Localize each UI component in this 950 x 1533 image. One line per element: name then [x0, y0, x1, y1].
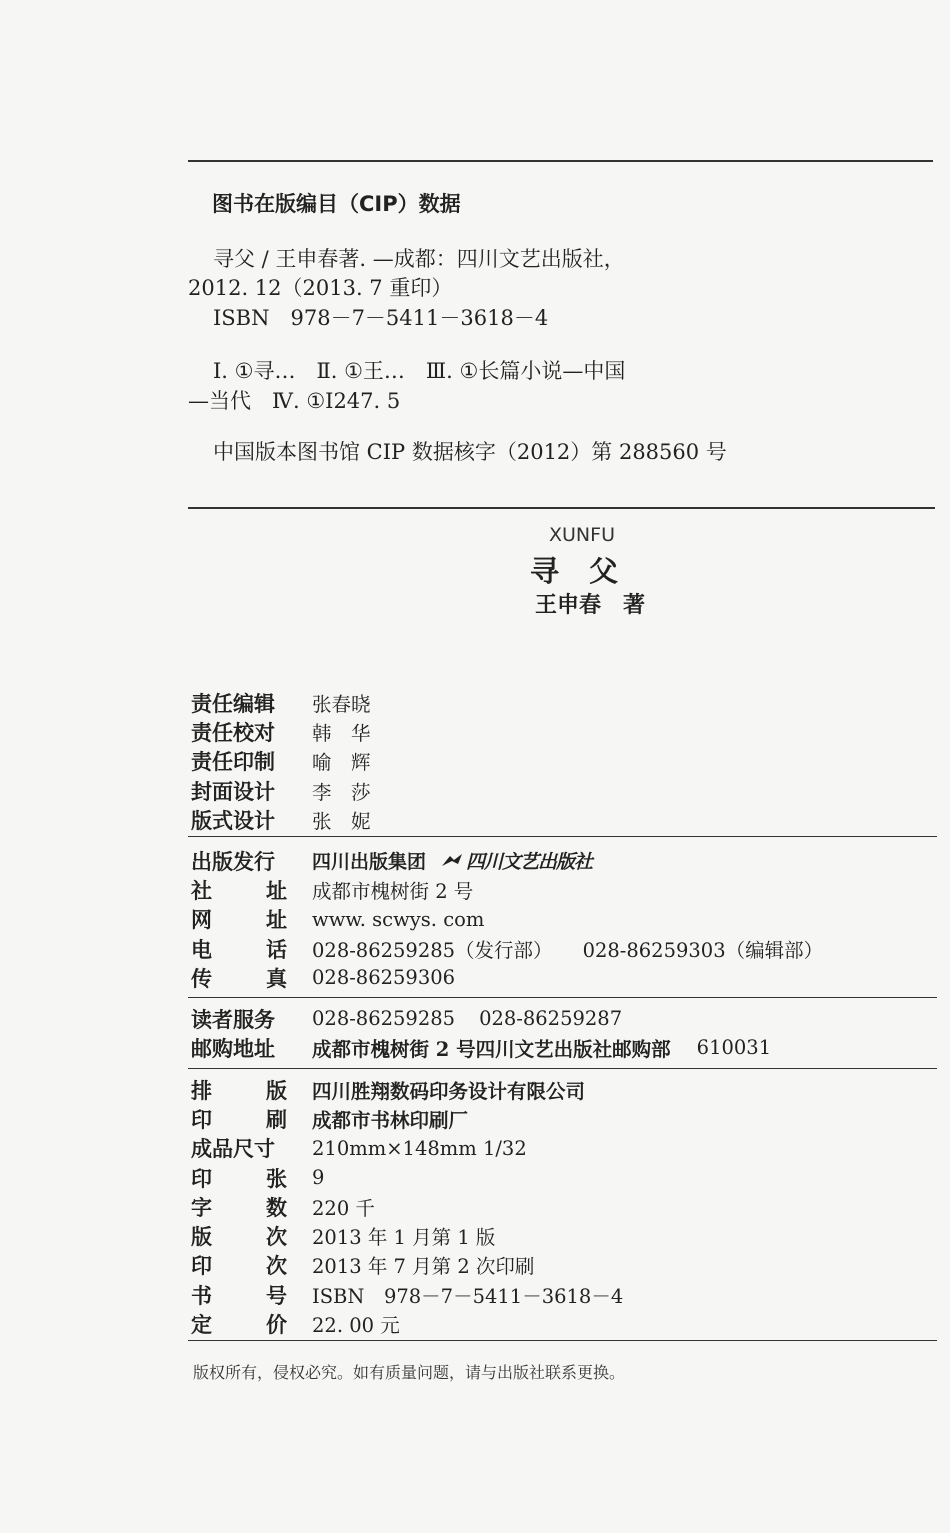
price-value: 22. 00 元: [312, 1314, 400, 1338]
staff-row: [191, 688, 371, 717]
cip-bottom-rule: [188, 507, 935, 509]
edition-value: 2013 年 1 月第 1 版: [312, 1226, 496, 1250]
publisher-logo: [440, 847, 592, 874]
staff-list: [191, 688, 371, 834]
book-author: 王申春 著: [534, 592, 645, 618]
print-row: 印 次 2013 年 7 月第 2 次印刷: [191, 1251, 623, 1280]
cip-isbn: ISBN 978－7－5411－3618－4: [213, 306, 549, 330]
staff-label: 封面设计: [191, 779, 275, 804]
cip-record-number: 中国版本图书馆 CIP 数据核字（2012）第 288560 号: [213, 440, 727, 464]
reader-row: [191, 1033, 771, 1062]
phone-editorial: 028-86259303（编辑部）: [582, 938, 824, 962]
cip-line-2: 2012. 12（2013. 7 重印）: [188, 276, 453, 300]
reader-row: [191, 1004, 771, 1033]
staff-row: [191, 717, 371, 746]
service-phone-1: 028-86259285: [312, 1007, 456, 1031]
print-row: 书 号 ISBN 978－7－5411－3618－4: [191, 1280, 623, 1309]
reader-list: [191, 1004, 771, 1063]
staff-label: 责任校对: [191, 720, 275, 745]
phone-sales: 028-86259285（发行部）: [312, 938, 553, 962]
print-row: 印 刷 成都市书林印刷厂: [191, 1104, 623, 1133]
book-pinyin: XUNFU: [549, 524, 615, 546]
fax-value: 028-86259306: [312, 966, 456, 990]
print-row: 字 数 220 千: [191, 1192, 623, 1221]
print-row: 排 版 四川胜翔数码印务设计有限公司: [191, 1075, 623, 1104]
publisher-logo-text: 四川文艺出版社: [466, 851, 593, 874]
wordcount-value: 220 千: [312, 1196, 375, 1220]
cip-classification-cont: —当代 Ⅳ. ①Ⅰ247. 5: [188, 389, 401, 413]
staff-label: 责任印制: [191, 750, 275, 775]
mail-label: 邮购地址: [191, 1036, 275, 1061]
staff-label: 版式设计: [191, 808, 275, 833]
impression-value: 2013 年 7 月第 2 次印刷: [312, 1255, 535, 1279]
publisher-row: 网 址 www. scwys. com: [191, 907, 485, 933]
cip-line-1: 寻父 / 王申春著. —成都：四川文艺出版社，: [213, 247, 625, 271]
publisher-group: 四川出版集团: [312, 851, 427, 874]
size-value: 210mm×148mm 1/32: [312, 1136, 527, 1160]
address-value: 成都市槐树街 2 号: [312, 879, 474, 903]
publisher-row: 社 址 成都市槐树街 2 号: [191, 875, 823, 904]
publisher-row: 传 真 028-86259306: [191, 966, 456, 991]
publisher-logo-icon: [440, 852, 466, 870]
sheets-value: 9: [312, 1166, 325, 1190]
staff-row: [191, 805, 371, 834]
staff-label: 责任编辑: [191, 691, 275, 716]
staff-bottom-rule: [188, 836, 937, 837]
print-row: 定 价 22. 00 元: [191, 1309, 623, 1338]
printer-value: 成都市书林印刷厂: [312, 1108, 469, 1132]
cip-classification: Ⅰ. ①寻… Ⅱ. ①王… Ⅲ. ①长篇小说—中国: [213, 359, 626, 383]
publisher-list: [191, 846, 823, 992]
print-list: [191, 1075, 623, 1339]
isbn-value: ISBN 978－7－5411－3618－4: [312, 1284, 624, 1308]
service-phone-2: 028-86259287: [479, 1007, 623, 1031]
staff-value: 张 妮: [312, 809, 371, 833]
top-rule: [188, 160, 933, 162]
staff-row: [191, 747, 371, 776]
staff-row: [191, 776, 371, 805]
print-bottom-rule: [188, 1340, 937, 1341]
book-title: 寻父: [529, 554, 648, 588]
mail-zip: 610031: [696, 1036, 772, 1060]
staff-value: 张春晓: [312, 692, 371, 716]
service-label: 读者服务: [191, 1007, 275, 1032]
staff-value: 韩 华: [312, 721, 371, 745]
copyright-notice: 版权所有，侵权必究。如有质量问题，请与出版社联系更换。: [193, 1363, 626, 1382]
print-row: 成品尺寸 210mm×148mm 1/32: [191, 1136, 527, 1162]
print-row: 版 次 2013 年 1 月第 1 版: [191, 1221, 623, 1250]
reader-bottom-rule: [188, 1068, 937, 1069]
publisher-row: 电 话 028-86259285（发行部） 028-86259303（编辑部）: [191, 934, 823, 963]
staff-value: 喻 辉: [312, 751, 371, 775]
cip-heading: 图书在版编目（CIP）数据: [212, 192, 461, 216]
publisher-row: [191, 846, 823, 875]
issue-label: 出版发行: [191, 849, 275, 874]
typesetting-value: 四川胜翔数码印务设计有限公司: [312, 1079, 586, 1103]
print-row: 印 张 9: [191, 1166, 325, 1191]
mail-address: 成都市槐树街 2 号四川文艺出版社邮购部: [312, 1037, 671, 1061]
staff-value: 李 莎: [312, 780, 371, 804]
publisher-bottom-rule: [188, 997, 937, 998]
website-value: www. scwys. com: [312, 907, 485, 931]
